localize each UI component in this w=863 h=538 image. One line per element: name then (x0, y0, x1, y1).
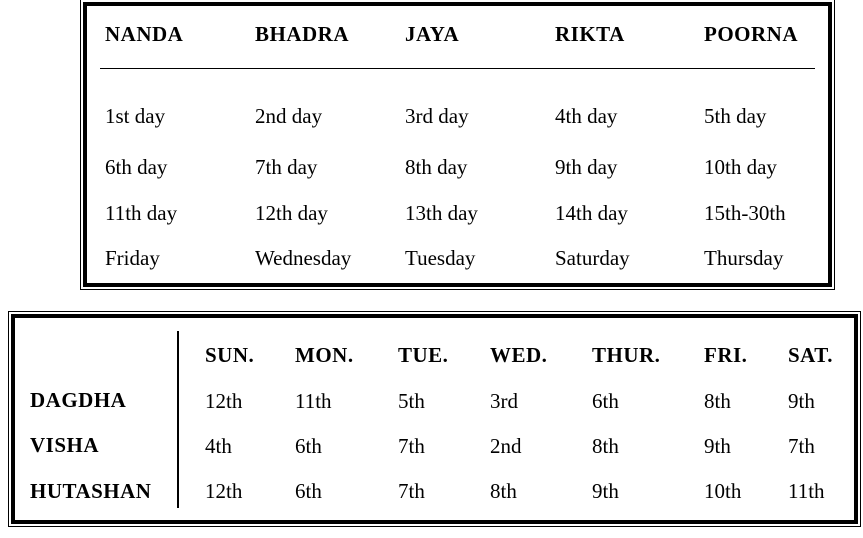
weekday-cell: 7th (398, 479, 425, 503)
weekday-cell: 7th (788, 434, 815, 458)
weekday-header-fri: FRI. (704, 343, 748, 367)
weekday-cell: 6th (592, 389, 619, 413)
tithi-cell: 6th day (105, 155, 168, 179)
tithi-cell: 1st day (105, 104, 166, 128)
row-label-divider (177, 331, 179, 508)
row-label-dagdha: DAGDHA (30, 388, 127, 412)
row-label-visha: VISHA (30, 433, 100, 457)
weekday-header-thur: THUR. (592, 343, 661, 367)
tithi-cell: 14th day (555, 201, 628, 225)
weekday-cell: 11th (295, 389, 332, 413)
tithi-header-poorna: POORNA (704, 22, 798, 46)
tithi-cell: Saturday (555, 246, 630, 270)
tithi-header-jaya: JAYA (405, 22, 460, 46)
tithi-cell: 7th day (255, 155, 318, 179)
tithi-cell: 2nd day (255, 104, 323, 128)
weekday-cell: 3rd (490, 389, 518, 413)
weekday-cell: 7th (398, 434, 425, 458)
tithi-cell: Friday (105, 246, 160, 270)
weekday-cell: 9th (592, 479, 619, 503)
weekday-cell: 11th (788, 479, 825, 503)
tithi-header-nanda: NANDA (105, 22, 184, 46)
tithi-cell: 11th day (105, 201, 178, 225)
weekday-cell: 12th (205, 389, 243, 413)
weekday-header-sun: SUN. (205, 343, 255, 367)
weekday-cell: 10th (704, 479, 742, 503)
weekday-cell: 9th (788, 389, 815, 413)
weekday-cell: 12th (205, 479, 243, 503)
weekday-cell: 6th (295, 479, 322, 503)
tithi-cell: 10th day (704, 155, 777, 179)
tithi-cell: Thursday (704, 246, 784, 270)
tithi-cell: 4th day (555, 104, 618, 128)
weekday-cell: 8th (592, 434, 619, 458)
weekday-header-wed: WED. (490, 343, 548, 367)
weekday-header-mon: MON. (295, 343, 354, 367)
weekday-cell: 6th (295, 434, 322, 458)
weekday-cell: 8th (704, 389, 731, 413)
weekday-cell: 8th (490, 479, 517, 503)
weekday-cell: 9th (704, 434, 731, 458)
tithi-cell: 12th day (255, 201, 328, 225)
header-divider (100, 68, 815, 69)
tithi-cell: 8th day (405, 155, 468, 179)
tithi-header-bhadra: BHADRA (255, 22, 350, 46)
tithi-cell: 3rd day (405, 104, 469, 128)
tithi-cell: 9th day (555, 155, 618, 179)
weekday-cell: 4th (205, 434, 232, 458)
tithi-header-rikta: RIKTA (555, 22, 625, 46)
weekday-cell: 5th (398, 389, 425, 413)
tithi-cell: Tuesday (405, 246, 476, 270)
tithi-cell: Wednesday (255, 246, 352, 270)
tithi-cell: 5th day (704, 104, 767, 128)
weekday-header-sat: SAT. (788, 343, 833, 367)
weekday-header-tue: TUE. (398, 343, 449, 367)
row-label-hutashan: HUTASHAN (30, 479, 152, 503)
tithi-cell: 15th-30th (704, 201, 786, 225)
tithi-cell: 13th day (405, 201, 478, 225)
weekday-cell: 2nd (490, 434, 522, 458)
